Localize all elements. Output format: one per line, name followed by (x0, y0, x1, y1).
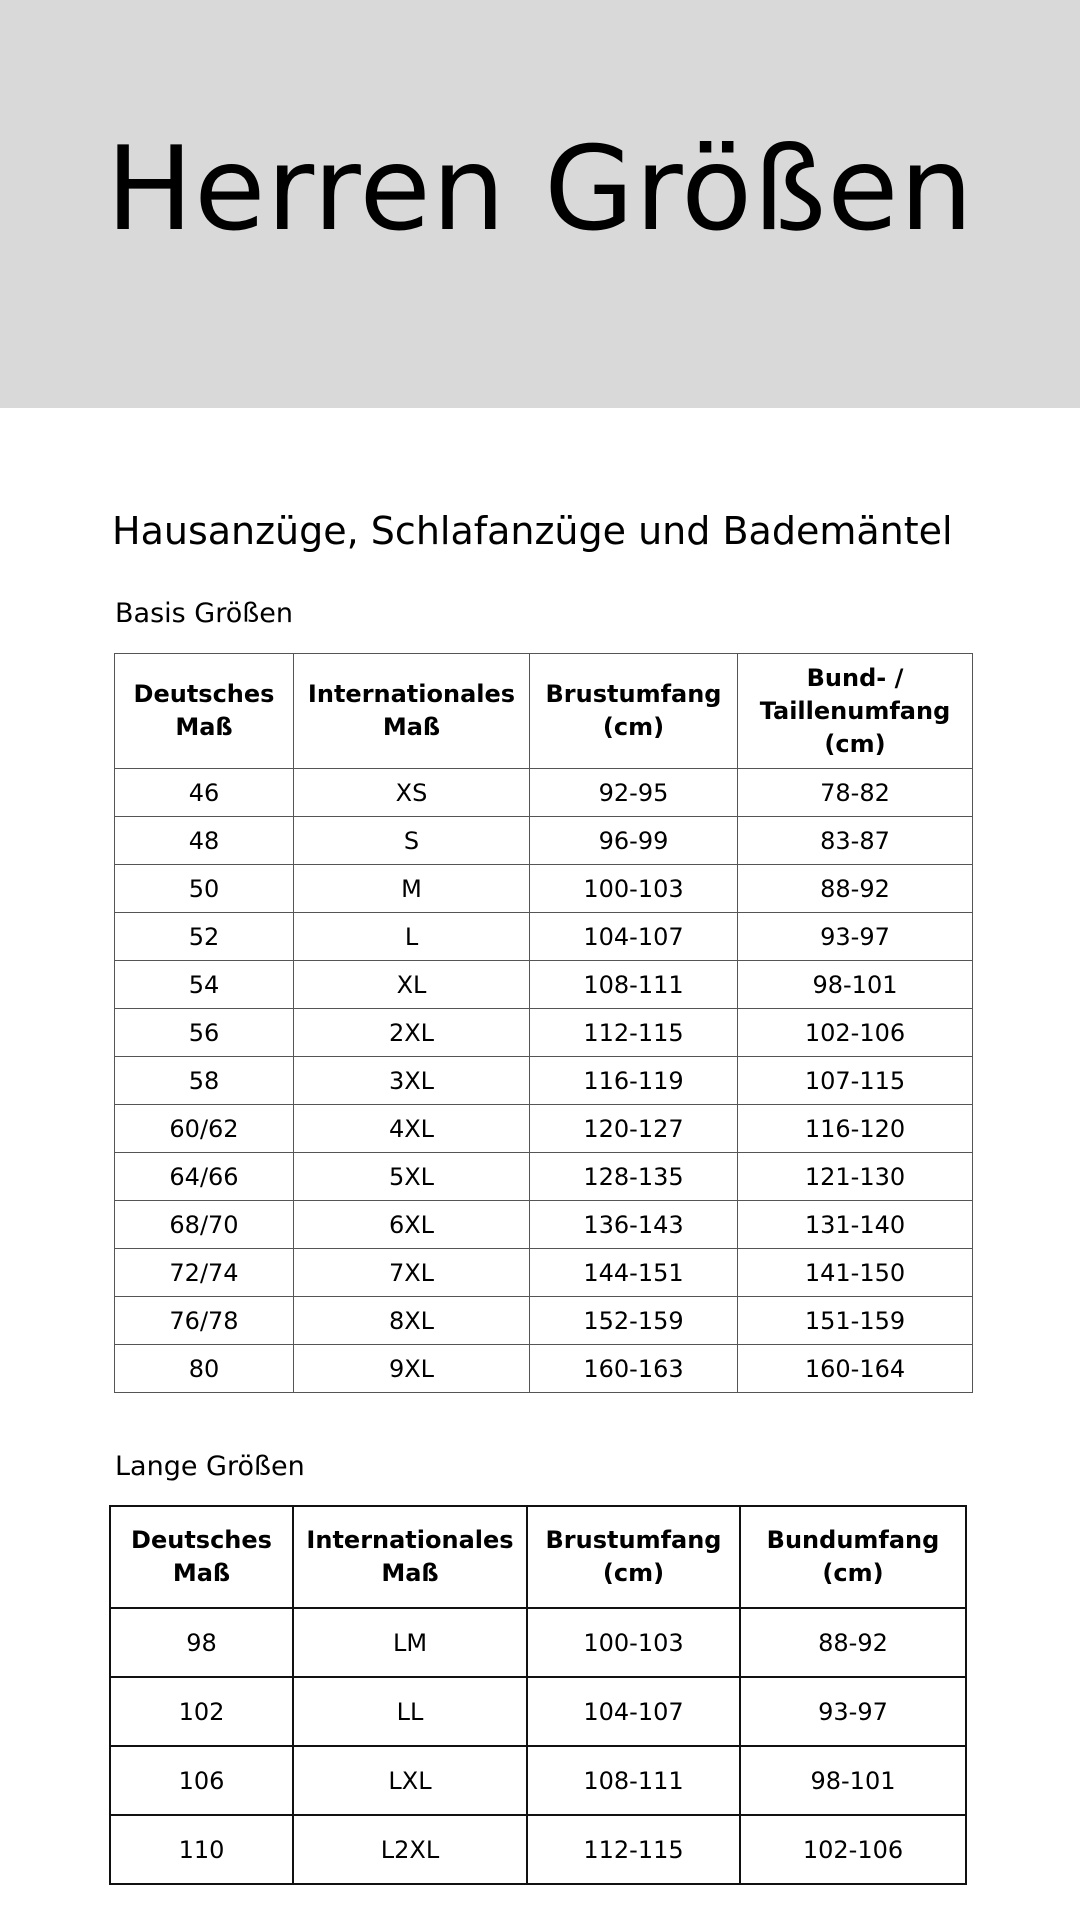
table-row (115, 1009, 973, 1057)
table-cell: 104-107 (530, 913, 738, 961)
table-cell: 88-92 (740, 1608, 966, 1677)
table-cell: 92-95 (530, 769, 738, 817)
table-row (115, 817, 973, 865)
table-cell: 128-135 (530, 1153, 738, 1201)
table-cell: 151-159 (738, 1297, 973, 1345)
table-cell: 141-150 (738, 1249, 973, 1297)
table-cell: 107-115 (738, 1057, 973, 1105)
header-line: Deutsches (131, 1526, 272, 1554)
table-cell: 136-143 (530, 1201, 738, 1249)
table-row (110, 1815, 966, 1884)
table-cell: 6XL (294, 1201, 530, 1249)
table-row (115, 1153, 973, 1201)
table-cell: 152-159 (530, 1297, 738, 1345)
header-line: Maß (172, 1559, 231, 1587)
header-line: Internationales (306, 1526, 514, 1554)
table-cell: 112-115 (530, 1009, 738, 1057)
table-cell: 112-115 (527, 1815, 740, 1884)
table-row (115, 1201, 973, 1249)
table-row (115, 769, 973, 817)
table-cell: 80 (115, 1345, 294, 1393)
table-row (115, 913, 973, 961)
table-cell: 120-127 (530, 1105, 738, 1153)
table-cell: 116-119 (530, 1057, 738, 1105)
table-cell: LL (293, 1677, 527, 1746)
header-line: Maß (381, 1559, 439, 1587)
table-row (115, 865, 973, 913)
table-cell: 83-87 (738, 817, 973, 865)
header-line: Brustumfang (545, 680, 722, 708)
table-cell: 131-140 (738, 1201, 973, 1249)
table-cell: 64/66 (115, 1153, 294, 1201)
table-cell: 93-97 (740, 1677, 966, 1746)
table-cell: 72/74 (115, 1249, 294, 1297)
table-header-row (115, 654, 973, 769)
table-cell: 2XL (294, 1009, 530, 1057)
table-cell: 108-111 (527, 1746, 740, 1815)
table-cell: 48 (115, 817, 294, 865)
table-cell: 56 (115, 1009, 294, 1057)
table-cell: L2XL (293, 1815, 527, 1884)
table-row (115, 961, 973, 1009)
lange-size-table (109, 1505, 967, 1885)
table-cell: 3XL (294, 1057, 530, 1105)
table-cell: 102 (110, 1677, 293, 1746)
table-header-row (110, 1506, 966, 1608)
header-line: (cm) (822, 1559, 884, 1587)
table-cell: 100-103 (527, 1608, 740, 1677)
table-cell: 78-82 (738, 769, 973, 817)
table-cell: M (294, 865, 530, 913)
header-bundumfang (740, 1506, 966, 1608)
table-cell: 60/62 (115, 1105, 294, 1153)
table-row (115, 1297, 973, 1345)
table-row (110, 1746, 966, 1815)
table-cell: 98 (110, 1608, 293, 1677)
category-subtitle: Hausanzüge, Schlafanzüge und Bademäntel (112, 509, 953, 553)
table-cell: S (294, 817, 530, 865)
table-cell: 88-92 (738, 865, 973, 913)
table-cell: 110 (110, 1815, 293, 1884)
table-cell: 106 (110, 1746, 293, 1815)
header-line: Brustumfang (545, 1526, 722, 1554)
table-cell: 96-99 (530, 817, 738, 865)
header-brustumfang (527, 1506, 740, 1608)
table-cell: 98-101 (740, 1746, 966, 1815)
table-cell: 93-97 (738, 913, 973, 961)
header-line: Bund- / (806, 663, 904, 692)
header-internationales-mass (293, 1506, 527, 1608)
table-cell: 102-106 (740, 1815, 966, 1884)
table-cell: 7XL (294, 1249, 530, 1297)
hero-banner (0, 0, 1080, 408)
table-cell: 8XL (294, 1297, 530, 1345)
header-line: (cm) (602, 1559, 665, 1587)
table-cell: 52 (115, 913, 294, 961)
header-brustumfang (530, 654, 738, 769)
table-row (115, 1249, 973, 1297)
lange-section-label: Lange Größen (115, 1451, 305, 1482)
table-cell: XS (294, 769, 530, 817)
table-cell: 144-151 (530, 1249, 738, 1297)
header-line: Maß (175, 713, 233, 741)
table-cell: 46 (115, 769, 294, 817)
table-row (110, 1608, 966, 1677)
table-cell: 160-164 (738, 1345, 973, 1393)
table-cell: 116-120 (738, 1105, 973, 1153)
table-cell: 98-101 (738, 961, 973, 1009)
table-cell: L (294, 913, 530, 961)
table-cell: 68/70 (115, 1201, 294, 1249)
page-title: Herren Größen (105, 122, 975, 257)
table-row (110, 1677, 966, 1746)
basis-size-table (114, 653, 973, 1393)
header-line: Bundumfang (766, 1526, 940, 1554)
table-cell: LM (293, 1608, 527, 1677)
table-cell: 76/78 (115, 1297, 294, 1345)
header-line: Taillenumfang (759, 696, 951, 725)
table-cell: 108-111 (530, 961, 738, 1009)
basis-section-label: Basis Größen (115, 598, 293, 629)
table-cell: 102-106 (738, 1009, 973, 1057)
table-cell: LXL (293, 1746, 527, 1815)
table-cell: 104-107 (527, 1677, 740, 1746)
header-taillenumfang (738, 654, 973, 769)
header-line: Internationales (307, 680, 516, 708)
table-row (115, 1345, 973, 1393)
header-line: (cm) (602, 713, 665, 741)
table-cell: 100-103 (530, 865, 738, 913)
table-cell: 50 (115, 865, 294, 913)
header-line: Maß (382, 713, 441, 741)
header-line: Deutsches (133, 680, 275, 708)
header-deutsches-mass (115, 654, 294, 769)
table-cell: XL (294, 961, 530, 1009)
header-deutsches-mass (110, 1506, 293, 1608)
table-cell: 160-163 (530, 1345, 738, 1393)
table-cell: 4XL (294, 1105, 530, 1153)
table-cell: 121-130 (738, 1153, 973, 1201)
table-row (115, 1105, 973, 1153)
table-cell: 58 (115, 1057, 294, 1105)
table-cell: 9XL (294, 1345, 530, 1393)
header-internationales-mass (294, 654, 530, 769)
table-cell: 5XL (294, 1153, 530, 1201)
header-line: (cm) (824, 729, 886, 758)
table-row (115, 1057, 973, 1105)
table-cell: 54 (115, 961, 294, 1009)
